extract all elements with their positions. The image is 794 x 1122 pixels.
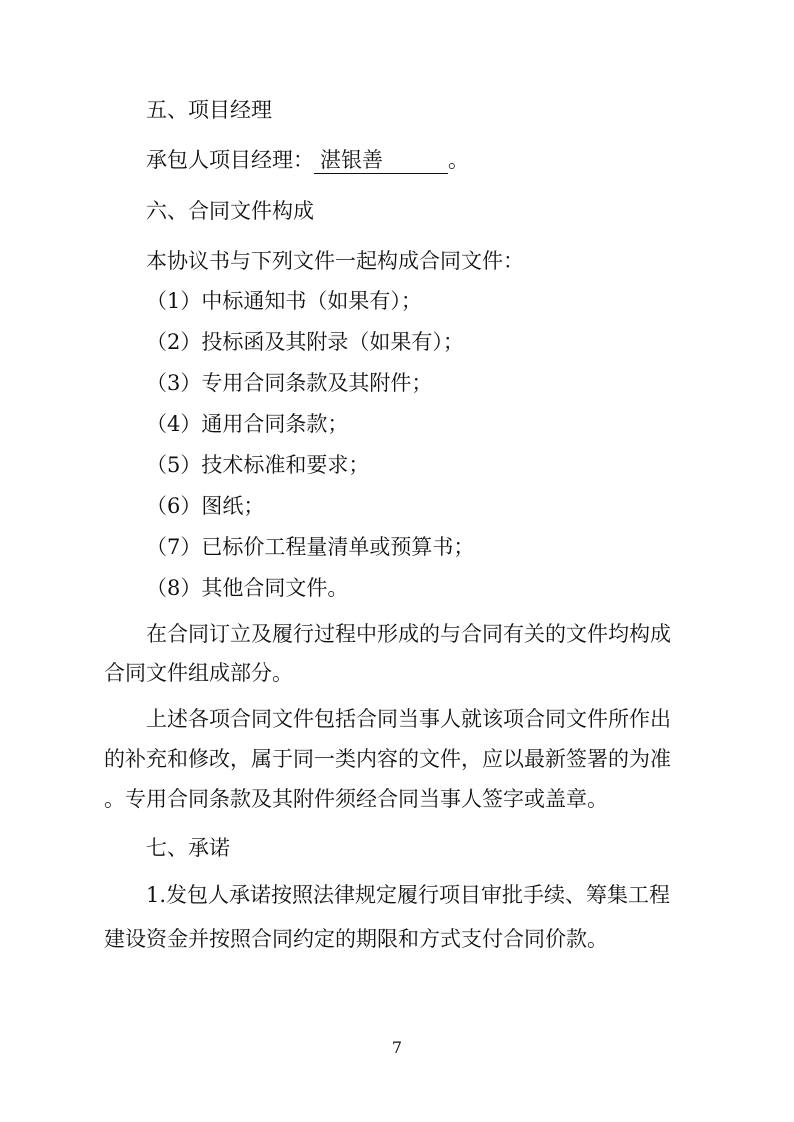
manager-name: 湛银善: [314, 147, 448, 174]
paragraph-line: 合同文件组成部分。: [104, 661, 293, 685]
paragraph-line: 上述各项合同文件包括合同当事人就该项合同文件所作出: [146, 707, 671, 731]
section7-heading: 七、承诺: [146, 836, 230, 860]
section6-intro: 本协议书与下列文件一起构成合同文件：: [146, 249, 524, 273]
paragraph-line: 在合同订立及履行过程中形成的与合同有关的文件均构成: [146, 622, 671, 646]
manager-label: 承包人项目经理：: [146, 148, 314, 172]
section6-heading: 六、合同文件构成: [146, 199, 314, 223]
list-item: （8）其他合同文件。: [146, 576, 349, 600]
list-item: （3）专用合同条款及其附件；: [146, 371, 433, 395]
section5-heading: 五、项目经理: [146, 98, 272, 122]
list-item: （2）投标函及其附录（如果有）；: [146, 330, 464, 354]
manager-suffix: 。: [448, 148, 469, 172]
paragraph-line: 的补充和修改，属于同一类内容的文件，应以最新签署的为准: [104, 747, 671, 771]
list-item: （5）技术标准和要求；: [146, 453, 370, 477]
paragraph-line: 1.发包人承诺按照法律规定履行项目审批手续、筹集工程: [146, 883, 671, 907]
list-item: （6）图纸；: [146, 494, 265, 518]
page-number: 7: [391, 1038, 403, 1057]
list-item: （4）通用合同条款；: [146, 412, 349, 436]
list-item: （1）中标通知书（如果有）；: [146, 289, 422, 313]
paragraph-line: 建设资金并按照合同约定的期限和方式支付合同价款。: [104, 927, 608, 951]
project-manager-line: [146, 145, 746, 175]
paragraph-line: 。专用合同条款及其附件须经合同当事人签字或盖章。: [104, 787, 608, 811]
list-item: （7）已标价工程量清单或预算书；: [146, 535, 475, 559]
